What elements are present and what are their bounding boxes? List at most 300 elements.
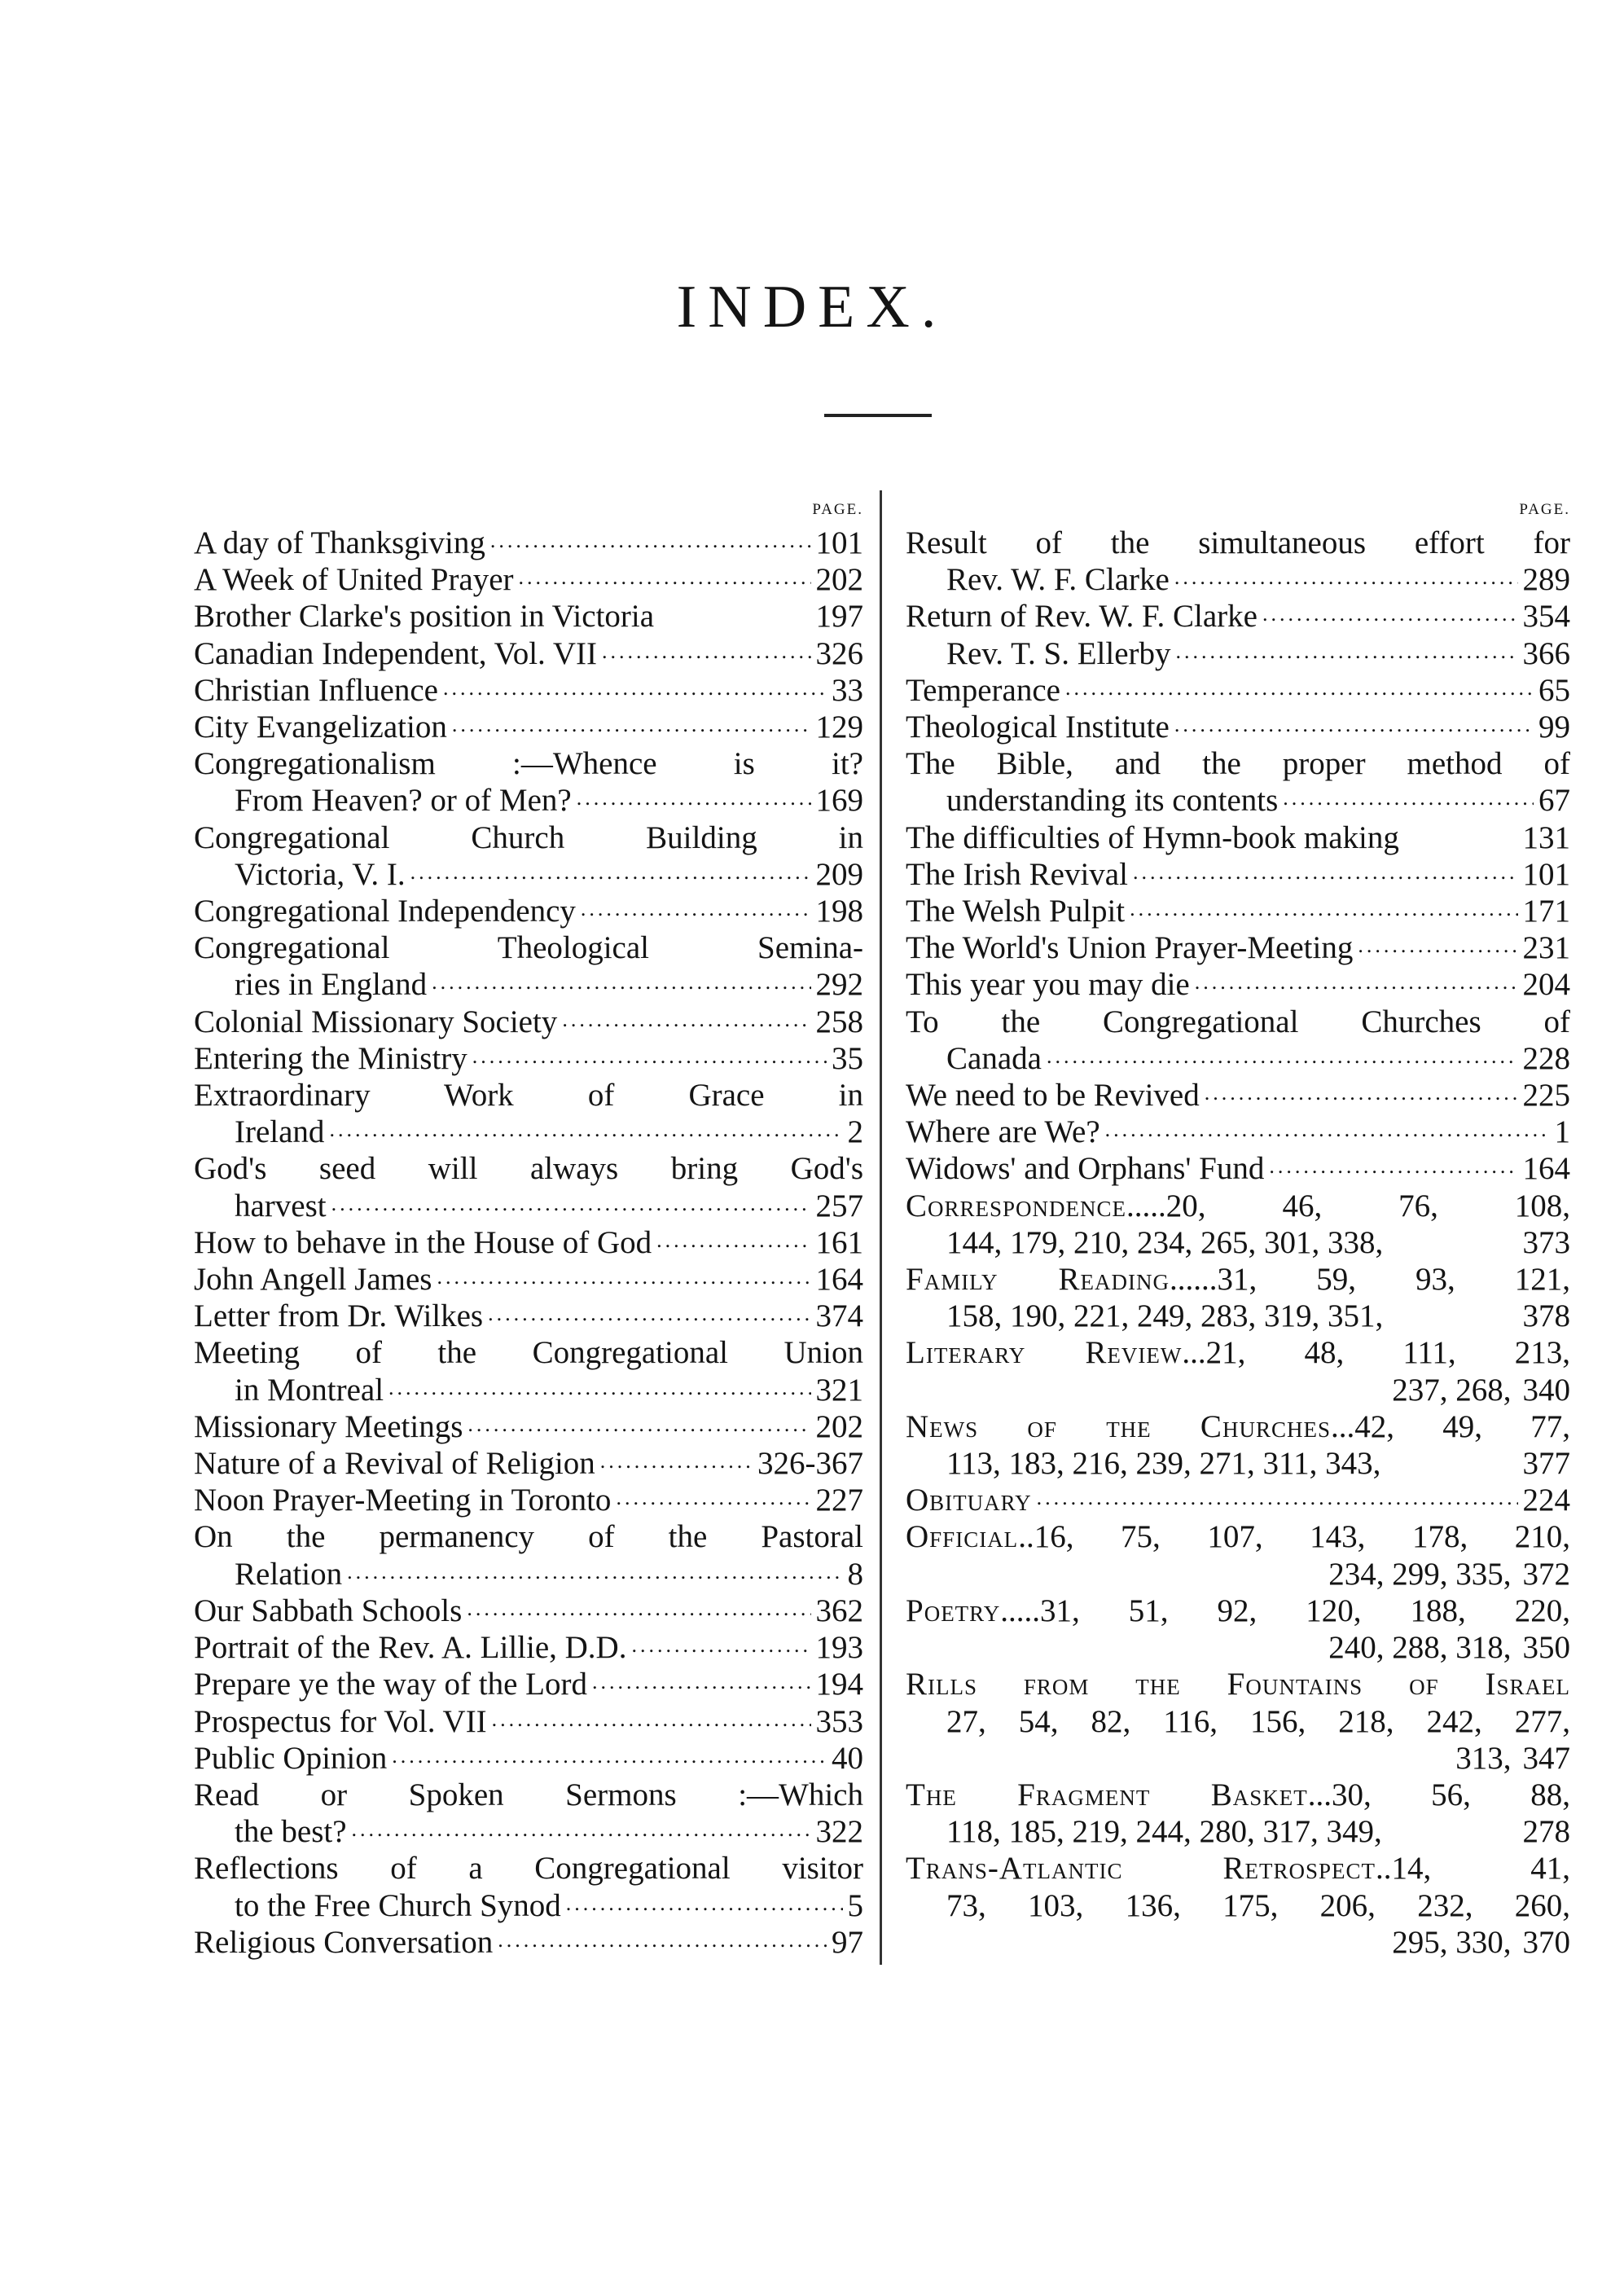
index-entry [194, 1261, 863, 1298]
index-entry [194, 745, 863, 819]
index-entry [194, 1482, 863, 1518]
page-number: 377 [1522, 1446, 1570, 1482]
leader-dots [410, 854, 811, 890]
entry-title: 240, 288, 318, [1328, 1630, 1512, 1666]
page-number: 322 [815, 1814, 863, 1850]
entry-title: understanding its contents [946, 783, 1279, 819]
index-entry [194, 1740, 863, 1777]
leader-dots [437, 1259, 810, 1295]
entry-line [194, 709, 863, 745]
index-entry [906, 525, 1570, 598]
index-entry [194, 1629, 863, 1666]
entry-title: Ireland [235, 1114, 325, 1150]
leader-dots [1269, 1148, 1517, 1184]
index-entry [906, 893, 1570, 929]
entry-line: Poetry.....31, 51, 92, 120, 188, 220, [906, 1592, 1570, 1628]
index-entry [906, 1850, 1570, 1961]
entry-title: Canadian Independent, Vol. VII [194, 635, 597, 671]
entry-line [906, 856, 1570, 893]
entry-title: Return of Rev. W. F. Clarke [906, 599, 1258, 635]
entry-line [906, 561, 1570, 598]
entry-line [194, 1556, 863, 1592]
leader-dots [352, 1811, 811, 1847]
page-gap [1383, 1224, 1522, 1261]
leader-dots [602, 633, 811, 670]
entry-line: God's seed will always bring God's [194, 1151, 863, 1187]
entry-title: John Angell James [194, 1262, 432, 1298]
title-rule [824, 414, 932, 417]
index-entry [194, 1445, 863, 1482]
page-number: 227 [815, 1483, 863, 1518]
leader-dots [1205, 1074, 1518, 1111]
page-number: 278 [1522, 1814, 1570, 1850]
index-entry [906, 1188, 1570, 1261]
entry-title: A day of Thanksgiving [194, 525, 485, 560]
index-entry [906, 819, 1570, 856]
entry-title: Temperance [906, 672, 1060, 708]
entry-title: Rev. T. S. Ellerby [946, 635, 1171, 671]
leader-dots [1195, 964, 1518, 1000]
entry-title: Prospectus for Vol. VII [194, 1703, 487, 1739]
entry-line [194, 1372, 863, 1408]
leader-dots [1174, 559, 1518, 595]
index-entry [906, 598, 1570, 635]
index-entry [194, 1077, 863, 1150]
entry-title: to the Free Church Synod [235, 1887, 561, 1923]
leader-dots [488, 1295, 810, 1332]
entry-title: From Heaven? or of Men? [235, 783, 572, 819]
entry-line: To the Congregational Churches of [906, 1004, 1570, 1039]
entry-title: City Evangelization [194, 709, 447, 745]
page-number: 197 [815, 599, 863, 635]
entry-line [906, 1629, 1570, 1666]
page-number: 362 [815, 1592, 863, 1628]
page-number: 33 [832, 672, 863, 708]
index-entry [906, 1077, 1570, 1114]
entry-line [194, 1004, 863, 1040]
entry-line: Correspondence.....20, 46, 76, 108, [906, 1188, 1570, 1223]
entry-line [906, 1445, 1570, 1482]
index-entry [194, 929, 863, 1003]
index-entry [194, 1408, 863, 1445]
index-entry [194, 819, 863, 893]
page-number: 40 [832, 1740, 863, 1776]
entry-line: Family Reading......31, 59, 93, 121, [906, 1262, 1571, 1298]
entry-line [906, 782, 1570, 819]
entry-line [906, 709, 1570, 745]
entry-title: Christian Influence [194, 672, 438, 708]
index-entry [194, 635, 863, 672]
entry-line: 73, 103, 136, 175, 206, 232, 260, [946, 1887, 1570, 1923]
entry-line: Official..16, 75, 107, 143, 178, 210, [906, 1519, 1570, 1555]
page-number: 8 [847, 1556, 863, 1592]
page-number: 326 [815, 635, 863, 671]
index-entry [194, 1518, 863, 1592]
entry-title: harvest [235, 1188, 327, 1223]
index-entry [194, 1298, 863, 1334]
entry-line [194, 1703, 863, 1740]
index-entry [906, 966, 1570, 1003]
entry-title: Missionary Meetings [194, 1408, 463, 1444]
page-number: 321 [815, 1372, 863, 1408]
page-number: 99 [1538, 709, 1570, 745]
page-number: 292 [815, 967, 863, 1003]
page-number: 354 [1522, 599, 1570, 635]
entry-line [906, 819, 1570, 856]
entry-line: Meeting of the Congregational Union [194, 1335, 863, 1371]
entry-line: The Bible, and the proper method of [906, 746, 1570, 782]
page-number: 101 [815, 525, 863, 560]
page-column-heading: PAGE. [1519, 501, 1570, 518]
entry-line [906, 1040, 1570, 1077]
entry-line [194, 1298, 863, 1334]
leader-dots [519, 559, 811, 595]
index-entry [194, 1777, 863, 1850]
entry-line [194, 561, 863, 598]
index-entry [194, 672, 863, 709]
entry-line [906, 1114, 1570, 1150]
leader-dots [472, 1038, 827, 1074]
leader-dots [331, 1185, 811, 1222]
entry-title: Relation [235, 1556, 343, 1592]
entry-line [194, 1408, 863, 1445]
index-entry [906, 1592, 1570, 1666]
entry-line [194, 635, 863, 672]
page-number: 204 [1522, 967, 1570, 1003]
entry-title: Entering the Ministry [194, 1040, 467, 1076]
leader-dots [1358, 927, 1517, 964]
index-entry [194, 893, 863, 929]
index-column-right [906, 495, 1570, 1961]
index-entry [906, 929, 1570, 966]
entry-line [906, 929, 1570, 966]
page-number: 164 [1522, 1151, 1570, 1187]
page-number: 224 [1522, 1483, 1570, 1518]
index-entry [906, 1482, 1570, 1518]
page-number: 225 [1522, 1078, 1570, 1114]
entry-title: the best? [235, 1814, 347, 1850]
index-entry [906, 1114, 1570, 1150]
entry-line [906, 672, 1570, 709]
leader-dots [329, 1111, 842, 1148]
entry-line [194, 1261, 863, 1298]
index-entry [194, 1334, 863, 1408]
index-entry [194, 709, 863, 745]
index-entry [906, 1408, 1570, 1482]
page-number: 231 [1522, 930, 1570, 966]
leader-dots [392, 1737, 827, 1774]
leader-dots [631, 1627, 810, 1663]
entry-title: Prepare ye the way of the Lord [194, 1667, 587, 1702]
entry-line [194, 1224, 863, 1261]
index-entry [906, 672, 1570, 709]
entry-title: A Week of United Prayer [194, 562, 514, 598]
section-heading: Family Reading [906, 1262, 1170, 1298]
entry-line: Literary Review...21, 48, 111, 213, [906, 1335, 1571, 1371]
entry-line [194, 1924, 863, 1961]
leader-dots [452, 706, 811, 743]
section-heading: Trans-Atlantic Retrospect [906, 1851, 1376, 1887]
page-number: 193 [815, 1630, 863, 1666]
page-number: 2 [847, 1114, 863, 1150]
leader-dots [432, 964, 810, 1000]
entry-line [906, 1556, 1570, 1592]
page-number: 65 [1538, 672, 1570, 708]
index-entries-left [194, 525, 863, 1961]
entry-title: 295, 330, [1392, 1924, 1512, 1960]
entry-title: 313, [1455, 1740, 1512, 1776]
entry-title: The Irish Revival [906, 856, 1128, 892]
leader-dots [388, 1369, 810, 1406]
entry-line [906, 1924, 1570, 1961]
leader-dots [566, 1885, 843, 1922]
entry-line [194, 525, 863, 561]
index-entry [906, 635, 1570, 672]
entry-line [906, 1482, 1570, 1518]
index-entry [194, 1224, 863, 1261]
page-number: 101 [1522, 856, 1570, 892]
entry-line [194, 1813, 863, 1850]
entry-line: Trans-Atlantic Retrospect..14, 41, [906, 1851, 1570, 1887]
page-number: 5 [847, 1887, 863, 1923]
index-entry [194, 1924, 863, 1961]
leader-dots [1130, 890, 1517, 927]
page-number: 198 [815, 894, 863, 929]
entry-line [194, 1188, 863, 1224]
leader-dots [443, 670, 827, 706]
entry-title: How to behave in the House of God [194, 1224, 652, 1260]
entry-title: Rev. W. F. Clarke [946, 562, 1170, 598]
page-number: 171 [1522, 894, 1570, 929]
leader-dots [1176, 633, 1518, 670]
page-number: 366 [1522, 635, 1570, 671]
entry-title: 234, 299, 335, [1328, 1556, 1512, 1592]
leader-dots [1133, 854, 1518, 890]
section-heading: The Fragment Basket [906, 1777, 1308, 1812]
entry-line: Read or Spoken Sermons :—Which [194, 1777, 863, 1812]
entry-line [194, 1887, 863, 1924]
page-number: 202 [815, 562, 863, 598]
entry-title: 237, 268, [1392, 1372, 1512, 1408]
entry-line [194, 1040, 863, 1077]
index-entry [906, 856, 1570, 893]
entry-title: Victoria, V. I. [235, 856, 406, 892]
section-heading: Obituary [906, 1483, 1032, 1518]
index-entry [906, 1150, 1570, 1187]
page-number: 97 [832, 1924, 863, 1960]
entry-line [906, 1224, 1570, 1261]
page-number: 1 [1554, 1114, 1570, 1150]
page-number: 326-367 [757, 1446, 863, 1482]
entry-title: 113, 183, 216, 239, 271, 311, 343, [946, 1446, 1381, 1482]
entry-title: Theological Institute [906, 709, 1170, 745]
index-entry [194, 1666, 863, 1702]
entry-title: Our Sabbath Schools [194, 1592, 463, 1628]
entry-line [194, 1482, 863, 1518]
section-heading: Rills from the Fountains of Israel [906, 1667, 1570, 1702]
entry-line [906, 1740, 1570, 1777]
index-entry [194, 1040, 863, 1077]
leader-dots [562, 1001, 810, 1038]
index-entry [194, 1850, 863, 1923]
entry-title: Noon Prayer-Meeting in Toronto [194, 1483, 612, 1518]
entry-line [194, 598, 863, 635]
page-number: 258 [815, 1004, 863, 1039]
leader-dots [1065, 670, 1534, 706]
entry-title: ries in England [235, 967, 428, 1003]
page-number: 353 [815, 1703, 863, 1739]
section-heading: Correspondence [906, 1188, 1127, 1223]
entry-line [194, 782, 863, 819]
entry-title: Religious Conversation [194, 1924, 494, 1960]
section-heading: Official [906, 1519, 1019, 1555]
entry-line [194, 1592, 863, 1629]
entry-line [194, 672, 863, 709]
page-number: 373 [1522, 1224, 1570, 1260]
leader-dots [490, 522, 811, 559]
leader-dots [616, 1479, 810, 1516]
entry-line [906, 598, 1570, 635]
leader-dots [1262, 595, 1518, 632]
entry-title: The difficulties of Hymn-book making [906, 819, 1399, 855]
leader-dots [1283, 780, 1534, 816]
index-entry [194, 1703, 863, 1740]
entry-line [194, 1666, 863, 1702]
index-entry [906, 1666, 1570, 1777]
page-column-heading: PAGE. [812, 501, 863, 518]
leader-dots [347, 1553, 842, 1590]
entry-title: Widows' and Orphans' Fund [906, 1151, 1265, 1187]
index-entry [906, 709, 1570, 745]
entry-line [906, 893, 1570, 929]
page-number: 340 [1522, 1372, 1570, 1408]
page-number: 202 [815, 1408, 863, 1444]
page-number: 169 [815, 783, 863, 819]
page-number: 67 [1538, 783, 1570, 819]
page-gap [1382, 1813, 1523, 1850]
page-number: 131 [1522, 819, 1570, 855]
entry-line: On the permanency of the Pastoral [194, 1519, 863, 1555]
entry-line [906, 1298, 1570, 1334]
page-gap [1512, 1924, 1523, 1961]
leader-dots [600, 1443, 753, 1479]
page-number: 194 [815, 1667, 863, 1702]
section-heading: News of the Churches [906, 1408, 1331, 1444]
page-number: 257 [815, 1188, 863, 1223]
page-gap [1512, 1629, 1523, 1666]
index-entry [194, 598, 863, 635]
leader-dots [1047, 1038, 1518, 1074]
index-entries-right [906, 525, 1570, 1961]
entry-line: The Fragment Basket...30, 56, 88, [906, 1777, 1571, 1812]
page-title: INDEX. [676, 274, 948, 340]
page-number: 228 [1522, 1040, 1570, 1076]
entry-line: Extraordinary Work of Grace in [194, 1078, 863, 1114]
section-heading: Literary Review [906, 1335, 1183, 1371]
entry-line [906, 1150, 1570, 1187]
entry-line [194, 1629, 863, 1666]
entry-title: 144, 179, 210, 234, 265, 301, 338, [946, 1224, 1384, 1260]
entry-line [906, 966, 1570, 1003]
entry-title: Congregational Independency [194, 894, 576, 929]
index-entry [906, 1004, 1570, 1077]
index-entry [194, 1592, 863, 1629]
leader-dots [656, 1222, 810, 1259]
leader-dots [581, 890, 811, 927]
leader-dots [577, 780, 811, 816]
leader-dots [467, 1590, 810, 1627]
index-entry [194, 1150, 863, 1223]
entry-title: We need to be Revived [906, 1078, 1200, 1114]
entry-line [906, 635, 1570, 672]
entry-title: Where are We? [906, 1114, 1100, 1150]
page-gap [1512, 1556, 1523, 1592]
entry-title: This year you may die [906, 967, 1190, 1003]
index-entry [906, 1777, 1570, 1850]
entry-line [906, 1813, 1570, 1850]
entry-line [194, 966, 863, 1003]
page-number: 374 [815, 1298, 863, 1334]
entry-line: Congregationalism :—Whence is it? [194, 746, 863, 782]
page-number: 161 [815, 1224, 863, 1260]
page-gap [1512, 1740, 1523, 1777]
entry-line [194, 1445, 863, 1482]
leader-dots [1174, 706, 1534, 743]
entry-line: Result of the simultaneous effort for [906, 525, 1570, 560]
entry-title: 118, 185, 219, 244, 280, 317, 349, [946, 1814, 1382, 1850]
page-number: 209 [815, 856, 863, 892]
index-entry [194, 525, 863, 561]
column-divider [880, 490, 882, 1965]
index-entry [194, 1004, 863, 1040]
entry-line: Congregational Church Building in [194, 819, 863, 855]
index-entry [906, 1334, 1570, 1408]
page-gap [1383, 1298, 1522, 1334]
entry-title: Brother Clarke's position in Victoria [194, 599, 655, 635]
index-column-left [194, 495, 863, 1961]
page-number: 370 [1522, 1924, 1570, 1960]
page-gap [654, 598, 815, 635]
entry-line [194, 856, 863, 893]
section-heading: Poetry [906, 1592, 1001, 1628]
leader-dots [1105, 1111, 1550, 1148]
page-number: 378 [1522, 1298, 1570, 1334]
entry-title: Colonial Missionary Society [194, 1004, 558, 1039]
index-entry [906, 745, 1570, 819]
entry-title: The Welsh Pulpit [906, 894, 1126, 929]
entry-title: Public Opinion [194, 1740, 388, 1776]
leader-dots [498, 1922, 827, 1958]
page-gap [1380, 1445, 1522, 1482]
entry-title: 158, 190, 221, 249, 283, 319, 351, [946, 1298, 1384, 1334]
entry-line: Congregational Theological Semina- [194, 930, 863, 966]
page-number: 372 [1522, 1556, 1570, 1592]
entry-line: News of the Churches...42, 49, 77, [906, 1408, 1570, 1444]
index-entry [906, 1261, 1570, 1334]
entry-line [194, 1114, 863, 1150]
leader-dots [492, 1701, 811, 1737]
entry-title: Canada [946, 1040, 1042, 1076]
entry-line: 27, 54, 82, 116, 156, 218, 242, 277, [946, 1703, 1570, 1739]
entry-title [906, 1482, 1032, 1518]
page-number: 347 [1522, 1740, 1570, 1776]
index-entry [906, 1518, 1570, 1592]
entry-line [194, 893, 863, 929]
page-gap [1399, 819, 1523, 856]
page-number: 129 [815, 709, 863, 745]
page-number: 350 [1522, 1630, 1570, 1666]
entry-line: Reflections of a Congregational visitor [194, 1851, 863, 1887]
